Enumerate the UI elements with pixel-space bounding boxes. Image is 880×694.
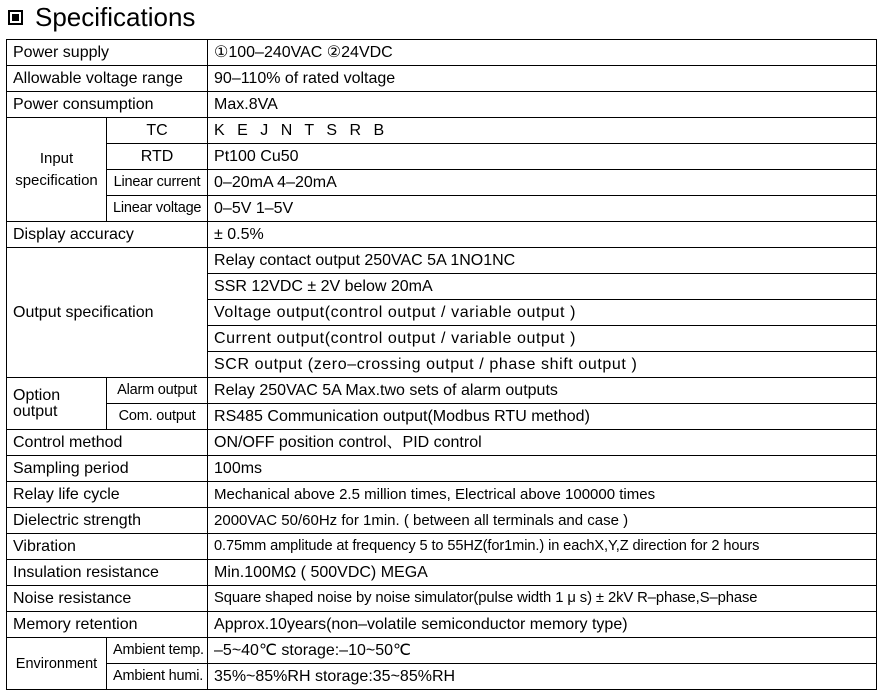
page-title: Specifications [35, 1, 196, 32]
row-label: Control method [7, 430, 208, 456]
table-row [7, 482, 877, 508]
row-label: Power consumption [7, 92, 208, 118]
group-label-output: Output specification [7, 248, 208, 378]
row-value: SCR output (zero–crossing output / phase shift output ) [208, 352, 877, 378]
row-label: Power supply [7, 40, 208, 66]
row-value: Relay contact output 250VAC 5A 1NO1NC [208, 248, 877, 274]
row-value: 0.75mm amplitude at frequency 5 to 55HZ(for1min.) in eachX,Y,Z direction for 2 hours [208, 534, 877, 560]
table-row [7, 66, 877, 92]
table-row [7, 560, 877, 586]
row-value: Min.100MΩ ( 500VDC) MEGA [208, 560, 877, 586]
row-value: Current output(control output / variable output ) [208, 326, 877, 352]
row-value: 100ms [208, 456, 877, 482]
row-label: Relay life cycle [7, 482, 208, 508]
row-value: ON/OFF position control、PID control [208, 430, 877, 456]
group-label-option: Option output [7, 378, 107, 430]
group-label-environment: Environment [7, 638, 107, 690]
row-value: 2000VAC 50/60Hz for 1min. ( between all terminals and case ) [208, 508, 877, 534]
sub-label: Linear voltage [107, 196, 208, 222]
sub-label: Ambient temp. [107, 638, 208, 664]
sub-label: Com. output [107, 404, 208, 430]
table-row [7, 378, 877, 404]
filled-square-icon [8, 10, 23, 25]
sub-label: Ambient humi. [107, 664, 208, 690]
row-value: 0–20mA 4–20mA [208, 170, 877, 196]
row-value: Max.8VA [208, 92, 877, 118]
table-row [7, 664, 877, 690]
row-label: Allowable voltage range [7, 66, 208, 92]
row-value: Pt100 Cu50 [208, 144, 877, 170]
row-label: Insulation resistance [7, 560, 208, 586]
row-value: Square shaped noise by noise simulator(pulse width 1 μ s) ± 2kV R–phase,S–phase [208, 586, 877, 612]
table-row [7, 40, 877, 66]
table-row [7, 456, 877, 482]
row-value: SSR 12VDC ± 2V below 20mA [208, 274, 877, 300]
row-label: Sampling period [7, 456, 208, 482]
table-row [7, 118, 877, 144]
row-value: K E J N T S R B [208, 118, 877, 144]
table-row [7, 430, 877, 456]
sub-label: RTD [107, 144, 208, 170]
spec-header [8, 0, 195, 34]
row-value: Approx.10years(non–volatile semiconductor memory type) [208, 612, 877, 638]
table-row [7, 196, 877, 222]
table-row [7, 92, 877, 118]
row-label: Dielectric strength [7, 508, 208, 534]
table-row [7, 534, 877, 560]
table-row [7, 508, 877, 534]
spec-table [6, 39, 877, 690]
row-label: Display accuracy [7, 222, 208, 248]
table-row [7, 222, 877, 248]
row-label: Noise resistance [7, 586, 208, 612]
group-label-input: Input specification [7, 118, 107, 222]
row-value: 90–110% of rated voltage [208, 66, 877, 92]
table-row [7, 248, 877, 274]
row-value: 0–5V 1–5V [208, 196, 877, 222]
row-value: ± 0.5% [208, 222, 877, 248]
row-value: Mechanical above 2.5 million times, Electrical above 100000 times [208, 482, 877, 508]
table-row [7, 638, 877, 664]
row-value: ①100–240VAC ②24VDC [208, 40, 877, 66]
table-row [7, 170, 877, 196]
row-value: Voltage output(control output / variable output ) [208, 300, 877, 326]
row-label: Vibration [7, 534, 208, 560]
row-value: 35%~85%RH storage:35~85%RH [208, 664, 877, 690]
sub-label: TC [107, 118, 208, 144]
table-row [7, 586, 877, 612]
table-row [7, 612, 877, 638]
sub-label: Linear current [107, 170, 208, 196]
row-value: RS485 Communication output(Modbus RTU method) [208, 404, 877, 430]
table-row [7, 404, 877, 430]
row-label: Memory retention [7, 612, 208, 638]
row-value: Relay 250VAC 5A Max.two sets of alarm outputs [208, 378, 877, 404]
row-value: –5~40℃ storage:–10~50℃ [208, 638, 877, 664]
table-row [7, 144, 877, 170]
sub-label: Alarm output [107, 378, 208, 404]
